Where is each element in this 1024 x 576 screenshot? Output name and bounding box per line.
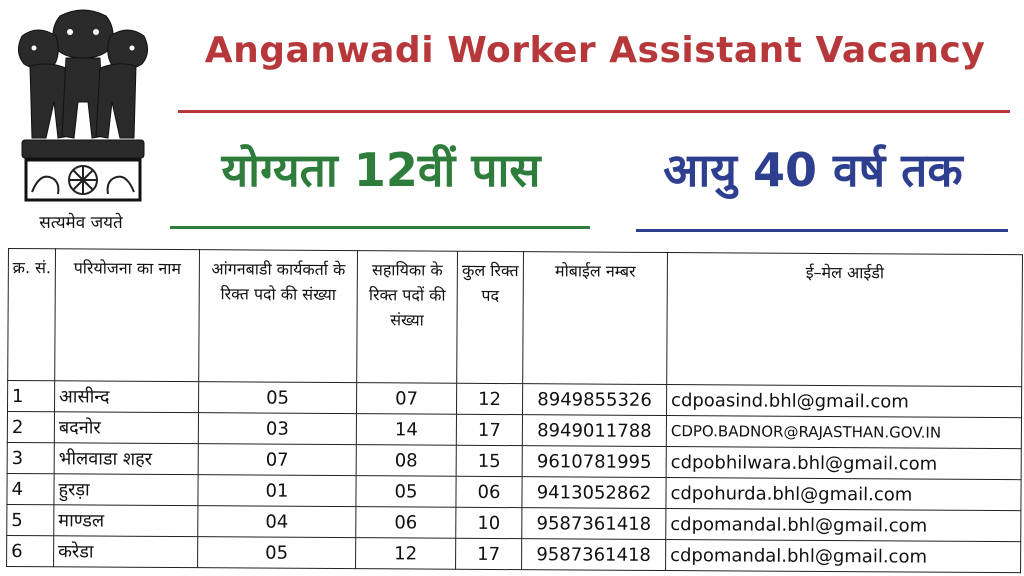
table-row [7, 535, 1021, 572]
national-emblem [8, 6, 158, 238]
project-cell: करेडा [54, 536, 198, 568]
assistant-posts-cell: 14 [356, 414, 456, 446]
total-posts-cell: 12 [456, 383, 522, 414]
col-header-worker-posts: आंगनबाडी कार्यकर्ता के रिक्त पदो की संख्या [199, 250, 358, 383]
serial-cell: 2 [7, 412, 54, 443]
project-cell: माण्डल [54, 505, 198, 537]
col-header-serial: क्र. सं. [8, 249, 56, 381]
email-cell: cdpomandal.bhl@gmail.com [666, 540, 1021, 573]
age-heading: आयु 40 वर्ष तक [663, 143, 963, 197]
project-cell: आसीन्द [55, 381, 199, 413]
table-header-row [8, 249, 1023, 387]
assistant-posts-cell: 05 [356, 476, 456, 508]
qualification-heading: योग्यता 12वीं पास [221, 143, 541, 197]
col-header-total-posts: कुल रिक्त पद [457, 251, 524, 383]
serial-cell: 6 [7, 535, 54, 566]
total-posts-cell: 17 [456, 538, 522, 569]
title-divider [178, 110, 1010, 113]
page-title: Anganwadi Worker Assistant Vacancy [204, 30, 986, 71]
assistant-posts-cell: 12 [356, 538, 456, 570]
total-posts-cell: 17 [456, 414, 522, 445]
total-posts-cell: 10 [456, 507, 522, 538]
worker-posts-cell: 04 [198, 506, 356, 538]
email-cell: cdpoasind.bhl@gmail.com [666, 385, 1021, 418]
mobile-cell: 9610781995 [522, 446, 666, 478]
age-underline [636, 229, 1008, 232]
worker-posts-cell: 03 [198, 413, 356, 445]
email-cell: cdpobhilwara.bhl@gmail.com [666, 447, 1021, 480]
worker-posts-cell: 01 [198, 475, 356, 507]
mobile-cell: 8949855326 [522, 384, 666, 416]
assistant-posts-cell: 08 [356, 445, 456, 477]
email-cell: CDPO.BADNOR@RAJASTHAN.GOV.IN [666, 416, 1021, 449]
qualification-underline [170, 226, 590, 229]
worker-posts-cell: 05 [198, 382, 356, 414]
emblem-motto: सत्यमेव जयते [39, 213, 123, 233]
serial-cell: 5 [7, 504, 54, 535]
assistant-posts-cell: 06 [356, 507, 456, 539]
assistant-posts-cell: 07 [356, 383, 456, 415]
project-cell: हुरड़ा [54, 474, 198, 506]
col-header-email: ई–मेल आईडी [667, 253, 1023, 387]
col-header-assistant-posts: सहायिका के रिक्त पदों की संख्या [357, 251, 458, 384]
project-cell: भीलवाडा शहर [54, 443, 198, 475]
ashoka-lion-capital-icon [8, 6, 158, 211]
worker-posts-cell: 07 [198, 444, 356, 476]
serial-cell: 3 [7, 442, 54, 473]
mobile-cell: 9587361418 [522, 539, 666, 571]
col-header-mobile: मोबाईल नम्बर [523, 252, 668, 385]
email-cell: cdpomandal.bhl@gmail.com [666, 509, 1021, 542]
worker-posts-cell: 05 [198, 537, 356, 569]
serial-cell: 1 [8, 381, 55, 412]
total-posts-cell: 15 [456, 445, 522, 476]
total-posts-cell: 06 [456, 476, 522, 507]
email-cell: cdpohurda.bhl@gmail.com [666, 478, 1021, 511]
vacancy-table [6, 248, 1023, 573]
project-cell: बदनोर [54, 412, 198, 444]
col-header-project: परियोजना का नाम [55, 249, 200, 382]
mobile-cell: 9413052862 [522, 477, 666, 509]
mobile-cell: 9587361418 [522, 508, 666, 540]
mobile-cell: 8949011788 [522, 415, 666, 447]
serial-cell: 4 [7, 473, 54, 504]
